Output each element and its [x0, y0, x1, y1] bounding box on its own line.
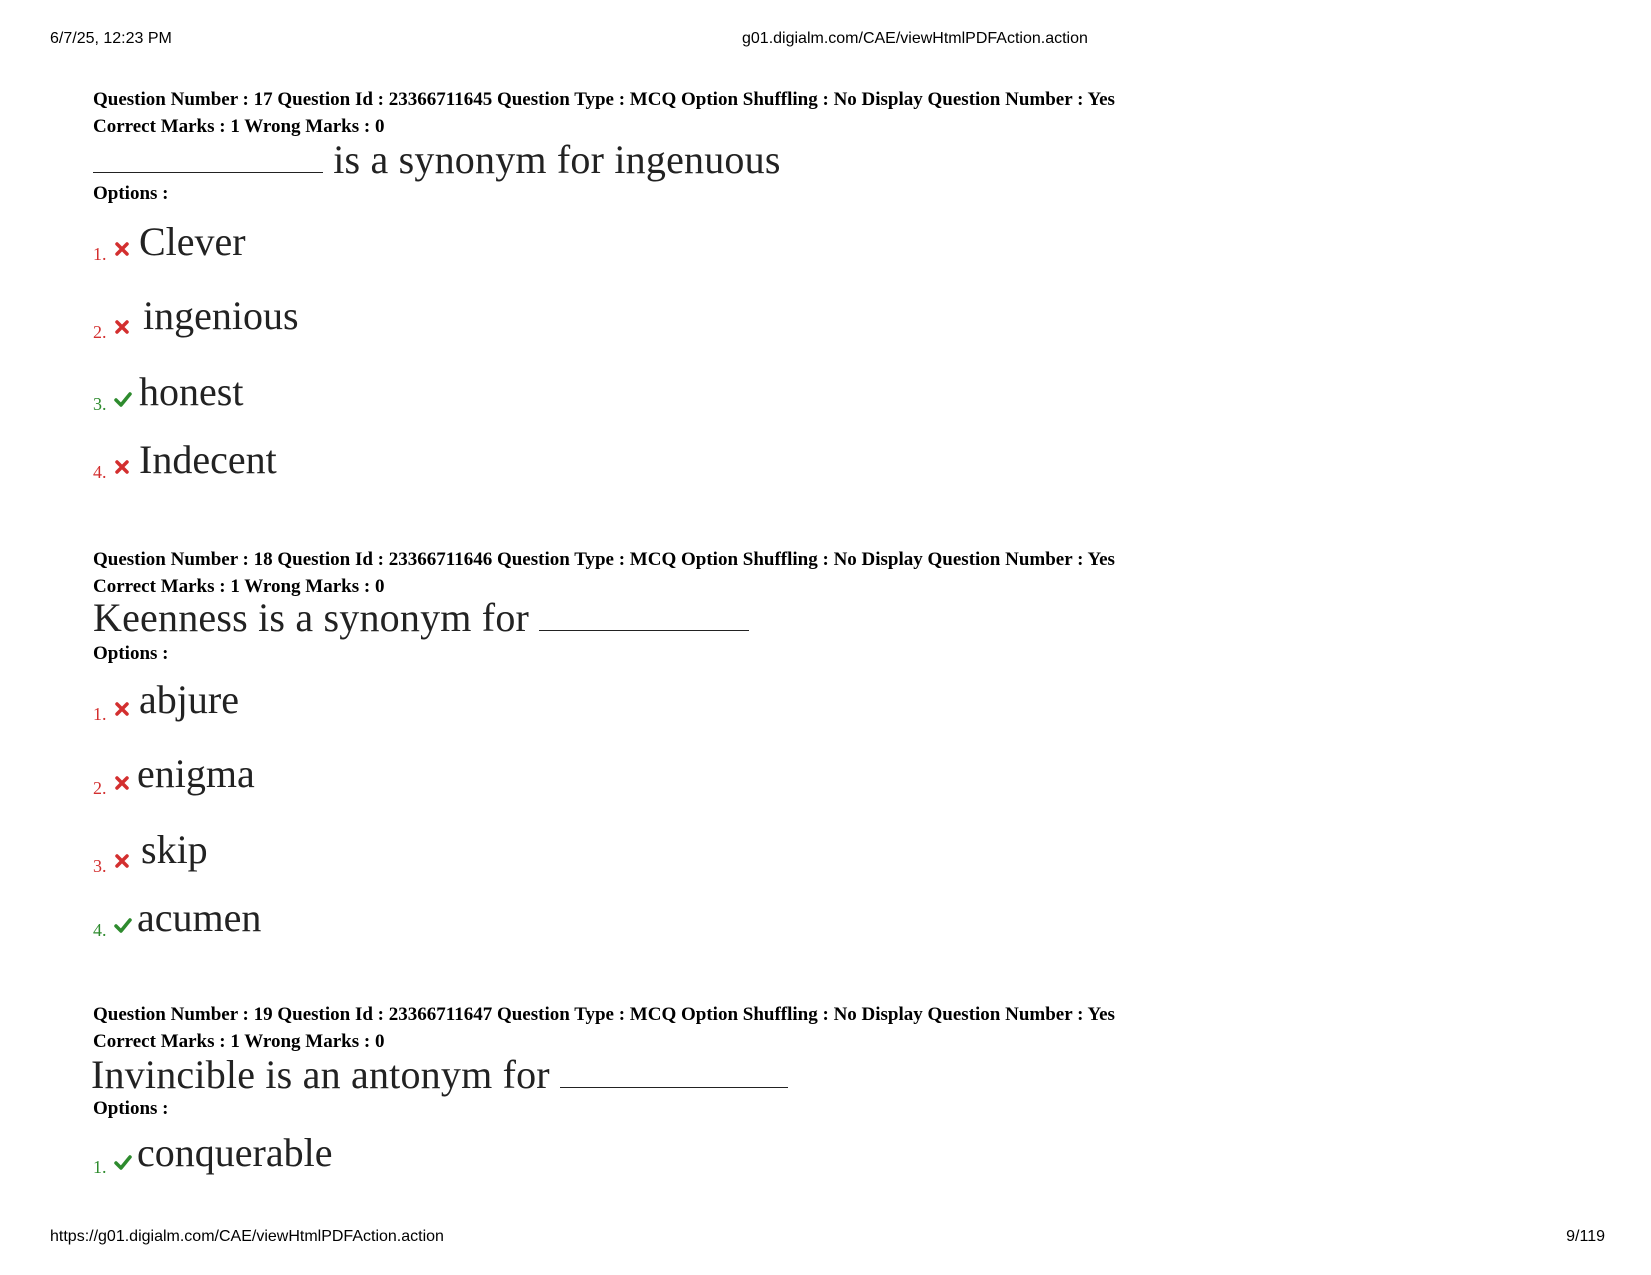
- question-block: [93, 1001, 1543, 1201]
- cross-icon: [113, 240, 131, 258]
- question-marks: Correct Marks : 1 Wrong Marks : 0: [93, 1031, 385, 1052]
- print-datetime: 6/7/25, 12:23 PM: [50, 30, 172, 47]
- print-header-url: g01.digialm.com/CAE/viewHtmlPDFAction.action: [742, 30, 1088, 47]
- answer-blank: [93, 142, 323, 173]
- question-marks: Correct Marks : 1 Wrong Marks : 0: [93, 576, 385, 597]
- option-number: 2.: [93, 778, 107, 798]
- check-icon: [113, 390, 133, 408]
- question-text: [91, 1051, 1543, 1099]
- option-text: ingenious: [143, 293, 299, 338]
- cross-icon: [113, 458, 131, 476]
- print-footer-url: https://g01.digialm.com/CAE/viewHtmlPDFAction.action: [50, 1228, 444, 1245]
- cross-icon: [113, 318, 131, 336]
- option-number: 4.: [93, 462, 107, 482]
- question-text: [93, 594, 1543, 642]
- option-text: acumen: [137, 895, 262, 940]
- question-meta: Question Number : 17 Question Id : 23366711645 Question Type : MCQ Option Shuffling : No Display Question Number : Yes: [93, 89, 1115, 110]
- option-text: enigma: [137, 751, 255, 796]
- question-text-after: is a synonym for ingenuous: [323, 137, 781, 182]
- check-icon: [113, 916, 133, 934]
- print-header: [0, 30, 1651, 50]
- question-text-before: Invincible is an antonym for: [91, 1052, 561, 1097]
- cross-icon: [113, 774, 131, 792]
- print-footer: [0, 1228, 1651, 1248]
- question-marks: Correct Marks : 1 Wrong Marks : 0: [93, 116, 385, 137]
- option-number: 4.: [93, 920, 107, 940]
- option-number: 1.: [93, 244, 107, 264]
- options-label: Options :: [93, 183, 169, 204]
- question-meta: Question Number : 18 Question Id : 23366711646 Question Type : MCQ Option Shuffling : No Display Question Number : Yes: [93, 549, 1115, 570]
- option-text: honest: [139, 369, 244, 414]
- cross-icon: [113, 700, 131, 718]
- answer-blank: [539, 600, 749, 631]
- option-number: 1.: [93, 1157, 107, 1177]
- option-text: Clever: [139, 219, 246, 264]
- option-number: 3.: [93, 394, 107, 414]
- question-meta: Question Number : 19 Question Id : 23366711647 Question Type : MCQ Option Shuffling : No Display Question Number : Yes: [93, 1004, 1115, 1025]
- option-number: 1.: [93, 704, 107, 724]
- option-number: 2.: [93, 322, 107, 342]
- option-number: 3.: [93, 856, 107, 876]
- question-text: [93, 136, 1543, 184]
- check-icon: [113, 1153, 133, 1171]
- cross-icon: [113, 852, 131, 870]
- option-text: abjure: [139, 677, 239, 722]
- question-block: [93, 86, 1543, 486]
- question-block: [93, 546, 1543, 946]
- page-number: 9/119: [1566, 1228, 1605, 1245]
- question-text-before: Keenness is a synonym for: [93, 595, 540, 640]
- options-label: Options :: [93, 1098, 169, 1119]
- answer-blank: [560, 1057, 788, 1088]
- options-label: Options :: [93, 643, 169, 664]
- option-text: Indecent: [139, 437, 277, 482]
- option-text: conquerable: [137, 1130, 333, 1175]
- option-text: skip: [141, 827, 208, 872]
